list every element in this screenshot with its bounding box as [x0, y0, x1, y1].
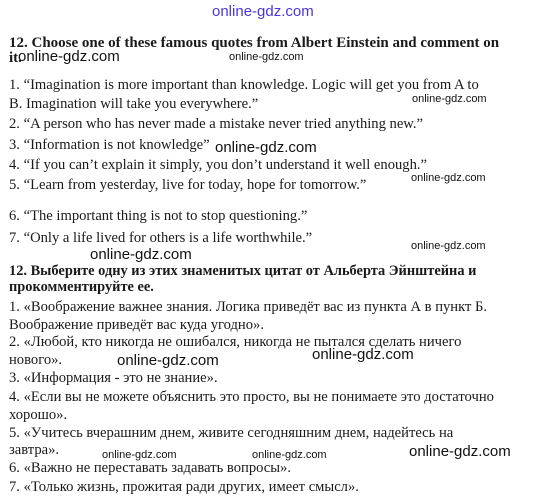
- english-quote-4: 4. “If you can’t explain it simply, you don’t understand it well enough.”: [9, 157, 428, 173]
- russian-quote-1-line2: Воображение приведёт вас куда угодно».: [9, 317, 264, 333]
- russian-heading-line2: прокомментируйте ее.: [9, 279, 154, 295]
- watermark: online-gdz.com: [411, 172, 486, 184]
- english-quote-2: 2. “A person who has never made a mistake never tried anything new.”: [9, 116, 424, 132]
- english-quote-1-line1: 1. “Imagination is more important than knowledge. Logic will get you from A to: [9, 77, 479, 93]
- russian-quote-2-line2: нового».: [9, 352, 63, 368]
- watermark: online-gdz.com: [117, 352, 219, 369]
- russian-quote-6: 6. «Важно не переставать задавать вопросы».: [9, 460, 291, 476]
- watermark: online-gdz.com: [252, 449, 327, 461]
- watermark: online-gdz.com: [229, 51, 304, 63]
- russian-quote-5-line2: завтра».: [9, 442, 60, 458]
- english-heading-line2: it.: [9, 50, 22, 66]
- watermark: online-gdz.com: [411, 240, 486, 252]
- watermark: online-gdz.com: [102, 449, 177, 461]
- russian-quote-3: 3. «Информация - это не знание».: [9, 370, 218, 386]
- russian-quote-5-line1: 5. «Учитесь вчерашним днем, живите сегодняшним днем, надейтесь на: [9, 425, 454, 441]
- watermark: online-gdz.com: [18, 48, 120, 65]
- english-quote-6: 6. “The important thing is not to stop questioning.”: [9, 208, 308, 224]
- watermark: online-gdz.com: [412, 93, 487, 105]
- english-heading-line1: 12. Choose one of these famous quotes from Albert Einstein and comment on: [9, 35, 500, 51]
- watermark: online-gdz.com: [312, 346, 414, 363]
- russian-quote-4-line2: хорошо».: [9, 407, 68, 423]
- russian-quote-4-line1: 4. «Если вы не можете объяснить это просто, вы не понимаете это достаточно: [9, 389, 494, 405]
- english-quote-7: 7. “Only a life lived for others is a life worthwhile.”: [9, 230, 313, 246]
- russian-quote-7: 7. «Только жизнь, прожитая ради других, имеет смысл».: [9, 479, 359, 495]
- header-watermark: online-gdz.com: [212, 3, 314, 20]
- watermark: online-gdz.com: [90, 246, 192, 263]
- english-quote-1-line2: B. Imagination will take you everywhere.”: [9, 96, 259, 112]
- russian-heading-line1: 12. Выберите одну из этих знаменитых цитат от Альберта Эйнштейна и: [9, 263, 477, 279]
- watermark: online-gdz.com: [215, 139, 317, 156]
- russian-quote-1-line1: 1. «Воображение важнее знания. Логика приведёт вас из пункта А в пункт Б.: [9, 299, 488, 315]
- english-quote-5: 5. “Learn from yesterday, live for today, hope for tomorrow.”: [9, 177, 367, 193]
- russian-quote-2-line1: 2. «Любой, кто никогда не ошибался, никогда не пытался сделать ничего: [9, 334, 462, 350]
- watermark: online-gdz.com: [409, 443, 511, 460]
- english-quote-3: 3. “Information is not knowledge”: [9, 137, 210, 153]
